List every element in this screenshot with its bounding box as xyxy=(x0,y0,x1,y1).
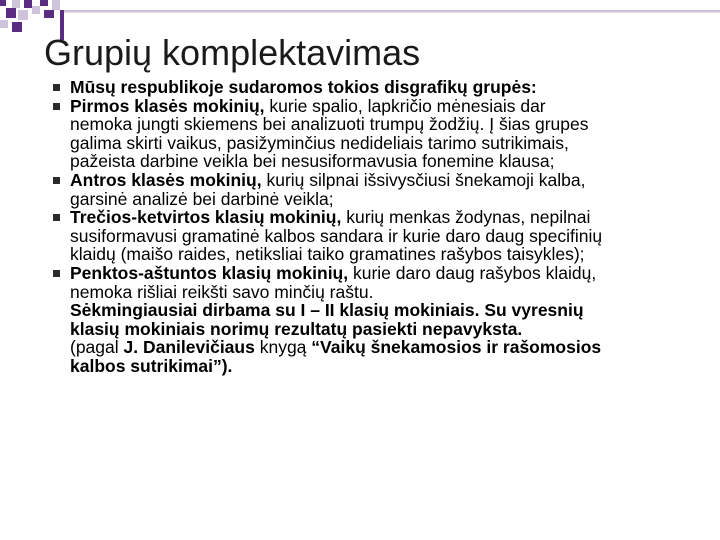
text: kurių silpnai išsivysčiusi šnekamoji kalba, xyxy=(261,169,586,190)
text-line xyxy=(70,245,688,264)
text-line xyxy=(70,283,688,302)
text-line xyxy=(70,115,688,134)
bullet-item xyxy=(48,264,688,301)
square-bullet-icon xyxy=(53,177,60,184)
bold-text: Antros klasės mokinių, xyxy=(70,169,262,190)
square-bullet-icon xyxy=(53,103,60,110)
text-line xyxy=(70,227,688,246)
text: kurių menkas žodynas, nepilnai xyxy=(341,207,591,228)
text-line xyxy=(70,152,688,171)
bold-text: Pirmos klasės mokinių, xyxy=(70,95,265,116)
text-line xyxy=(70,357,688,376)
bold-text: Trečios-ketvirtos klasių mokinių, xyxy=(70,207,342,228)
text: nemoka jungti skiemens bei analizuoti trumpų žodžių. Į šias grupes xyxy=(70,114,589,135)
text-line xyxy=(70,134,688,153)
square-bullet-icon xyxy=(53,84,60,91)
bold-text: Penktos-aštuntos klasių mokinių, xyxy=(70,262,349,283)
text-line xyxy=(70,208,688,227)
bold-text: J. Danilevičiaus xyxy=(123,337,255,358)
square-bullet-icon xyxy=(53,270,60,277)
text: pažeista darbine veikla bei nesusiformavusia fonemine klausa; xyxy=(70,151,555,172)
text-line xyxy=(70,78,688,97)
bullet-item xyxy=(48,78,688,97)
text-line xyxy=(70,171,688,190)
text: knygą xyxy=(254,337,312,358)
text: klaidų (maišo raides, netiksliai taiko gramatines rašybos taisykles); xyxy=(70,244,585,265)
bold-text: Sėkmingiausiai dirbama su I – II klasių mokiniais. Su vyresnių xyxy=(70,300,584,321)
text-line xyxy=(70,320,688,339)
text: galima skirti vaikus, pasižyminčius nedideliais tarimo sutrikimais, xyxy=(70,132,569,153)
text: susiformavusi gramatinė kalbos sandara ir kurie daro daug specifinių xyxy=(70,225,603,246)
text-line xyxy=(70,338,688,357)
text: nemoka rišliai reikšti savo minčių raštu. xyxy=(70,281,374,302)
text-line xyxy=(70,301,688,320)
bold-text: Mūsų respublikoje sudaromos tokios disgrafikų grupės: xyxy=(70,77,537,97)
text: (pagal xyxy=(70,337,124,358)
bullet-item xyxy=(48,171,688,208)
text-line xyxy=(70,190,688,209)
text: kurie daro daug rašybos klaidų, xyxy=(348,262,597,283)
text-line xyxy=(70,264,688,283)
slide-content xyxy=(48,78,688,376)
text: garsinė analizė bei darbinė veikla; xyxy=(70,188,334,209)
square-bullet-icon xyxy=(53,214,60,221)
bold-text: kalbos sutrikimai”). xyxy=(70,355,233,376)
text: kurie spalio, lapkričio mėnesiais dar xyxy=(264,95,546,116)
bold-text: klasių mokiniais norimų rezultatų pasiekti nepavyksta. xyxy=(70,318,523,339)
slide-title: Grupių komplektavimas xyxy=(44,32,421,73)
bold-text: “Vaikų šnekamosios ir rašomosios xyxy=(311,337,602,358)
closing-paragraph xyxy=(48,301,688,375)
bullet-item xyxy=(48,208,688,264)
text-line xyxy=(70,97,688,116)
bullet-item xyxy=(48,97,688,171)
